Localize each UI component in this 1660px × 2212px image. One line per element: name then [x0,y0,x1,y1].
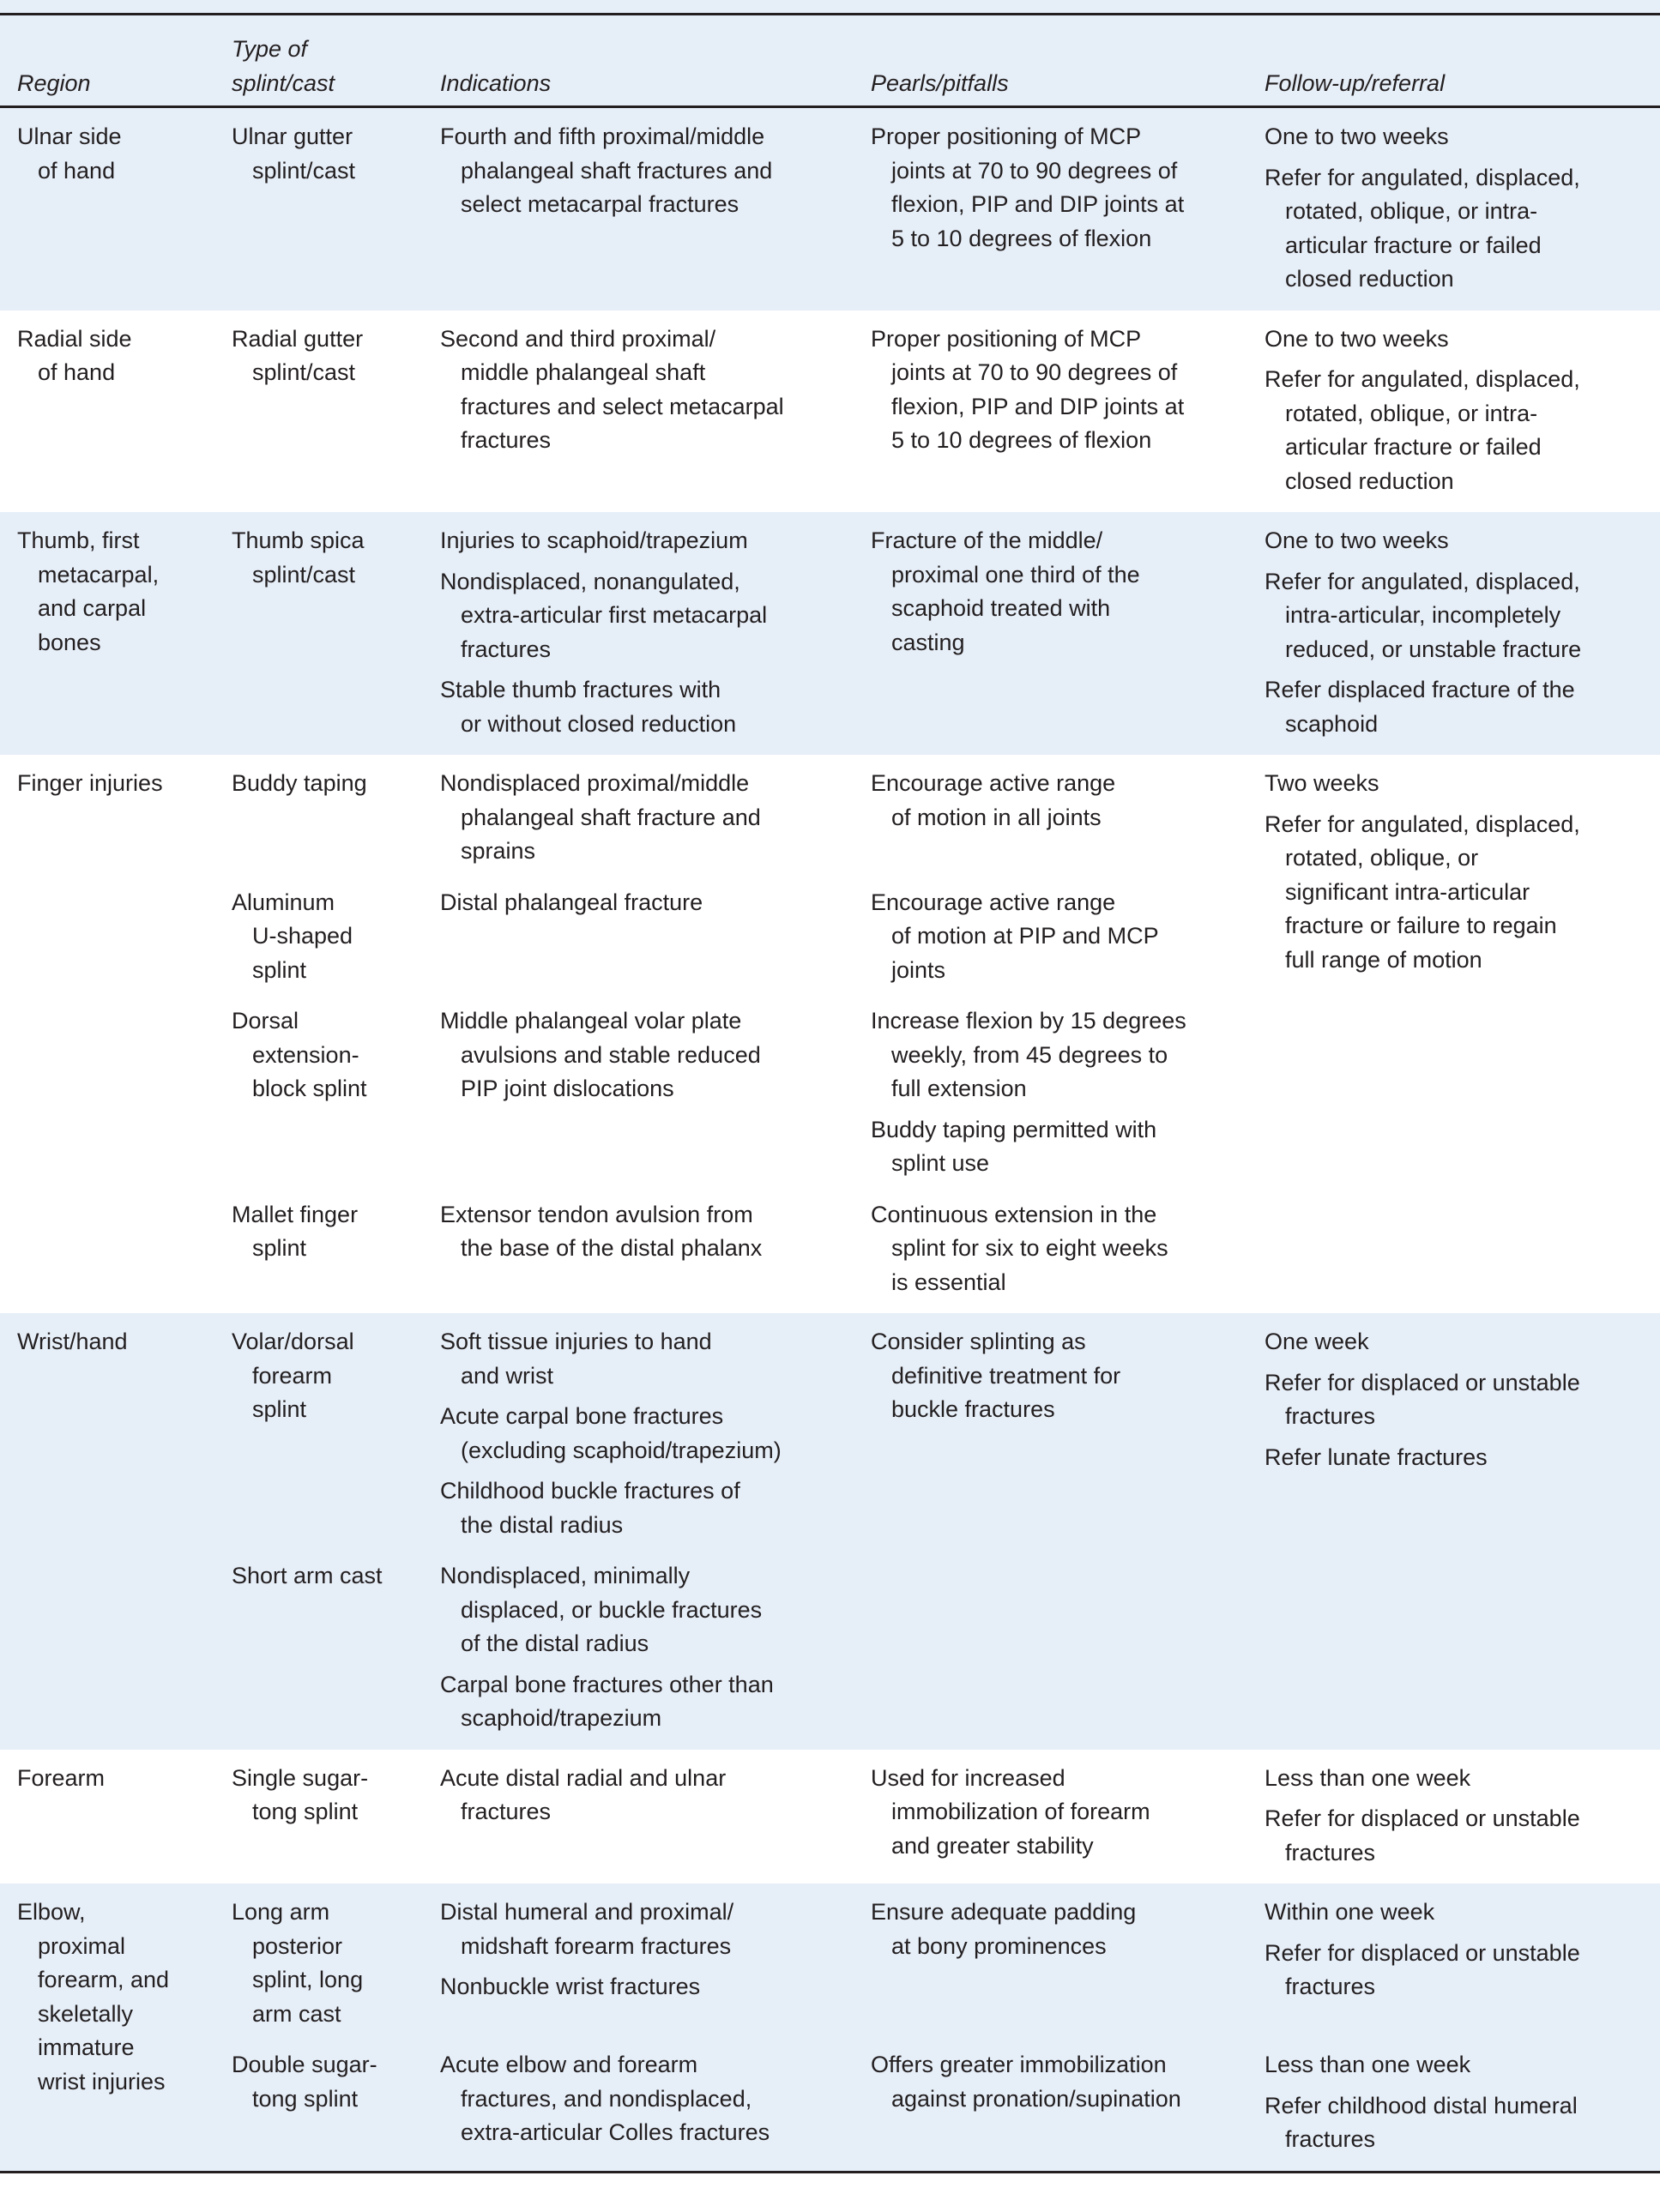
pearls-cell-text: Used for increased immobilization of forearm and greater stability [871,1764,1150,1859]
followup-cell-text: Refer for angulated, displaced, rotated, oblique, or intra- articular fracture or failed closed reduction [1265,366,1580,494]
type-cell-text: Long arm posterior splint, long arm cast [232,1899,364,2027]
type-cell-text: Double sugar- tong splint [232,2052,377,2112]
indications-cell-text: Acute elbow and forearm fractures, and nondisplaced, extra-articular Colles fractures [440,2052,770,2145]
followup-cell [1265,2045,1660,2172]
type-cell [232,1313,440,1556]
indications-cell [440,1750,871,1884]
region-cell [0,310,232,513]
followup-cell-text: Refer childhood distal humeral fractures [1265,2092,1578,2152]
indications-cell-text: Soft tissue injuries to hand and wrist [440,1329,712,1389]
header-region [0,15,232,107]
followup-cell-text: One to two weeks [1265,325,1449,352]
type-cell-text: Ulnar gutter splint/cast [232,124,356,184]
indications-cell-text: Nondisplaced proximal/middle phalangeal shaft fracture and sprains [440,770,761,864]
type-cell-text: Radial gutter splint/cast [232,325,364,385]
region-cell-text: Forearm [17,1764,106,1791]
header-label: Indications [440,69,552,96]
indications-cell [440,1313,871,1556]
region-cell-text: Radial side of hand [17,325,132,385]
followup-cell-text: Refer for angulated, displaced, rotated, oblique, or intra- articular fracture or failed closed reduction [1265,164,1580,292]
table-header [0,15,1660,107]
table-body [0,107,1660,2173]
top-margin [0,0,1660,13]
table-row [0,1750,1660,1884]
region-cell-text: Thumb, first metacarpal, and carpal bones [17,527,160,655]
pearls-cell [871,1195,1265,1314]
type-cell-text: Buddy taping [232,770,367,796]
type-cell [232,512,440,755]
followup-cell-text: Refer lunate fractures [1265,1444,1488,1470]
indications-cell [440,1884,871,2045]
table-row [0,107,1660,310]
pearls-cell [871,1750,1265,1884]
splint-cast-table [0,13,1660,2173]
pearls-cell-text: Consider splinting as definitive treatment for buckle fractures [871,1329,1121,1422]
indications-cell-text: Distal phalangeal fracture [440,889,703,915]
header-label: Pearls/pitfalls [871,69,1009,96]
pearls-cell [871,1884,1265,2045]
pearls-cell [871,1001,1265,1195]
followup-cell-text: Refer for displaced or unstable fractures [1265,1369,1580,1429]
header-label: Region [17,69,91,96]
type-cell [232,1750,440,1884]
followup-cell-text: One to two weeks [1265,527,1449,553]
indications-cell [440,310,871,513]
table-row [0,1313,1660,1556]
followup-cell-text: Refer for displaced or unstable fractures [1265,1939,1580,1999]
region-cell-text: Ulnar side of hand [17,124,122,184]
indications-cell-text: Acute carpal bone fractures (excluding scaphoid/trapezium) [440,1403,782,1463]
region-cell-text: Wrist/hand [17,1329,128,1354]
indications-cell [440,1195,871,1314]
pearls-cell-text: Offers greater immobilization against pronation/supination [871,2052,1181,2112]
pearls-cell-text: Buddy taping permitted with splint use [871,1116,1157,1176]
indications-cell-text: Stable thumb fractures with or without closed reduction [440,677,737,737]
type-cell-text: Dorsal extension- block splint [232,1008,367,1101]
type-cell [232,1195,440,1314]
indications-cell [440,1001,871,1195]
region-cell [0,1750,232,1884]
followup-cell [1265,1313,1660,1750]
type-cell [232,883,440,1002]
header-type [232,15,440,107]
table-row [0,755,1660,883]
type-cell-text: Single sugar- tong splint [232,1764,369,1824]
table-row [0,1884,1660,2045]
header-followup [1265,15,1660,107]
pearls-cell [871,512,1265,755]
followup-cell-text: Refer for angulated, displaced, intra-articular, incompletely reduced, or unstable fracture [1265,568,1582,662]
pearls-cell-text: Fracture of the middle/ proximal one third of the scaphoid treated with casting [871,527,1140,655]
followup-cell [1265,512,1660,755]
header-pearls [871,15,1265,107]
type-cell-text: Mallet finger splint [232,1201,359,1261]
indications-cell [440,107,871,310]
region-cell-text: Elbow, proximal forearm, and skeletally immature wrist injuries [17,1899,170,2094]
followup-cell [1265,1750,1660,1884]
region-cell [0,1313,232,1750]
indications-cell [440,883,871,1002]
pearls-cell-text: Encourage active range of motion in all joints [871,770,1116,830]
indications-cell-text: Distal humeral and proximal/ midshaft forearm fractures [440,1899,734,1959]
followup-cell [1265,755,1660,1313]
region-cell [0,755,232,1313]
header-indications [440,15,871,107]
followup-cell [1265,1884,1660,2045]
indications-cell-text: Middle phalangeal volar plate avulsions and stable reduced PIP joint dislocations [440,1008,761,1101]
pearls-cell [871,107,1265,310]
indications-cell-text: Acute distal radial and ulnar fractures [440,1764,727,1824]
table-row [0,2045,1660,2172]
pearls-cell [871,883,1265,1002]
type-cell-text: Aluminum U-shaped splint [232,889,353,983]
type-cell [232,310,440,513]
indications-cell [440,2045,871,2172]
followup-cell-text: One to two weeks [1265,124,1449,149]
pearls-cell-text: Encourage active range of motion at PIP and MCP joints [871,889,1159,983]
region-cell-text: Finger injuries [17,770,163,796]
type-cell-text: Short arm cast [232,1563,383,1588]
indications-cell [440,755,871,883]
pearls-cell-text: Proper positioning of MCP joints at 70 to 90 degrees of flexion, PIP and DIP joints at 5 to 10 degrees of flexion [871,124,1185,251]
indications-cell-text: Nondisplaced, minimally displaced, or buckle fractures of the distal radius [440,1563,763,1656]
indications-cell [440,1556,871,1750]
indications-cell-text: Nonbuckle wrist fractures [440,1974,701,1999]
type-cell [232,755,440,883]
followup-cell [1265,310,1660,513]
pearls-cell-text: Proper positioning of MCP joints at 70 to 90 degrees of flexion, PIP and DIP joints at 5 to 10 degrees of flexion [871,325,1185,453]
indications-cell-text: Second and third proximal/ middle phalangeal shaft fractures and select metacarpal fractures [440,325,784,453]
header-label: Follow-up/referral [1265,69,1446,96]
indications-cell-text: Extensor tendon avulsion from the base of the distal phalanx [440,1201,763,1261]
followup-cell-text: Within one week [1265,1899,1435,1925]
region-cell [0,512,232,755]
indications-cell-text: Fourth and fifth proximal/middle phalangeal shaft fractures and select metacarpal fractures [440,124,773,217]
followup-cell [1265,107,1660,310]
table-row [0,512,1660,755]
followup-cell-text: Refer displaced fracture of the scaphoid [1265,677,1575,737]
followup-cell-text: Refer for angulated, displaced, rotated, oblique, or significant intra-articular fracture or failure to regain full range of motion [1265,811,1580,973]
pearls-cell-text: Ensure adequate padding at bony prominences [871,1899,1137,1959]
followup-cell-text: Refer for displaced or unstable fractures [1265,1805,1580,1865]
region-cell [0,107,232,310]
followup-cell-text: Less than one week [1265,1764,1471,1791]
pearls-cell [871,310,1265,513]
indications-cell-text: Carpal bone fractures other than scaphoid/trapezium [440,1671,774,1731]
followup-cell-text: Less than one week [1265,2052,1471,2077]
indications-cell-text: Nondisplaced, nonangulated, extra-articular first metacarpal fractures [440,568,768,662]
pearls-cell [871,1313,1265,1750]
type-cell [232,107,440,310]
pearls-cell-text: Increase flexion by 15 degrees weekly, from 45 degrees to full extension [871,1008,1186,1101]
pearls-cell-text: Continuous extension in the splint for six to eight weeks is essential [871,1201,1168,1295]
type-cell [232,1884,440,2045]
table-row [0,310,1660,513]
followup-cell-text: Two weeks [1265,770,1379,796]
type-cell [232,1001,440,1195]
indications-cell-text: Injuries to scaphoid/trapezium [440,527,748,553]
type-cell [232,1556,440,1750]
region-cell [0,1884,232,2172]
header-label: Type of splint/cast [232,36,335,96]
pearls-cell [871,2045,1265,2172]
indications-cell-text: Childhood buckle fractures of the distal radius [440,1478,740,1538]
type-cell [232,2045,440,2172]
indications-cell [440,512,871,755]
followup-cell-text: One week [1265,1329,1369,1354]
pearls-cell [871,755,1265,883]
type-cell-text: Thumb spica splint/cast [232,527,365,588]
type-cell-text: Volar/dorsal forearm splint [232,1329,354,1422]
